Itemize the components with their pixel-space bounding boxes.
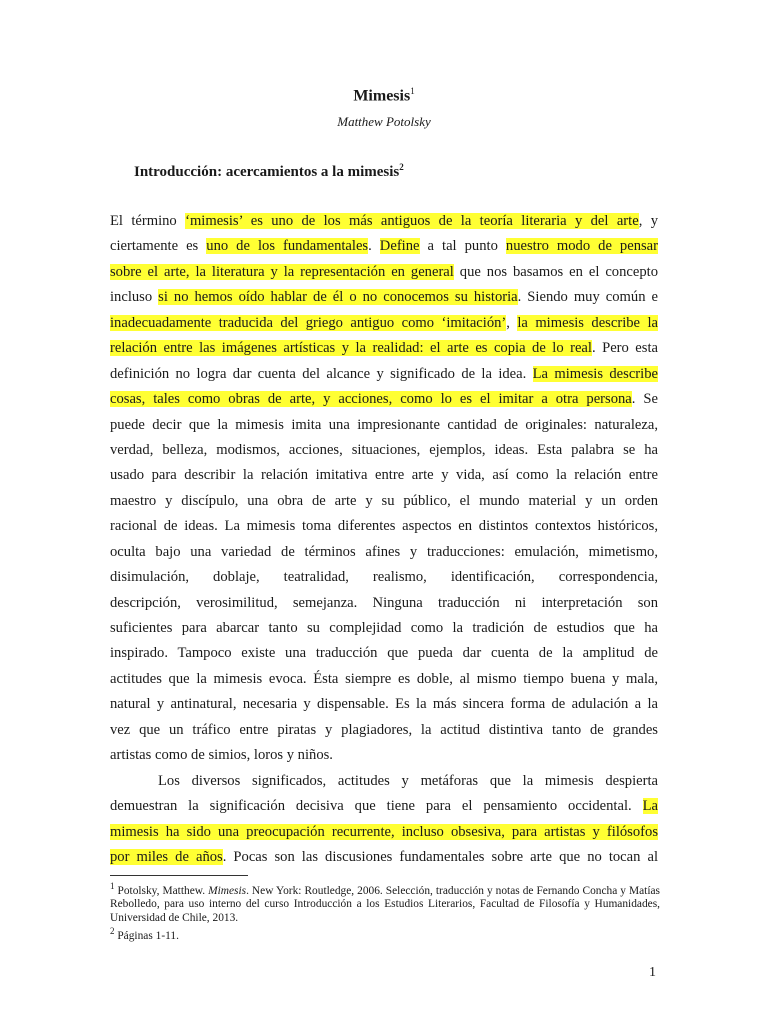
document-title	[0, 86, 768, 105]
body-text	[110, 209, 658, 870]
text-line	[110, 616, 658, 641]
text-run: incluso	[110, 289, 159, 306]
footnote-divider	[110, 875, 248, 876]
text-run: a tal punto	[419, 238, 506, 255]
text-line	[110, 845, 658, 870]
paragraph	[110, 769, 658, 871]
text-line	[110, 641, 658, 666]
highlighted-text: por miles de años	[110, 848, 223, 865]
text-line	[110, 540, 658, 565]
text-run: . Pero esta	[591, 340, 658, 357]
text-run: suficientes para abarcar tanto su complejidad como la tradición de estudios que ha	[110, 620, 658, 636]
section-heading	[134, 162, 404, 181]
text-line	[110, 692, 658, 717]
text-line	[110, 565, 658, 590]
text-line	[110, 489, 658, 514]
highlighted-text: la mimesis describe la	[517, 314, 658, 331]
text-line	[110, 667, 658, 692]
title-footnote-ref[interactable]: 1	[410, 86, 415, 96]
highlighted-text: Define	[379, 238, 420, 255]
text-line	[110, 260, 658, 285]
text-run: maestro y discípulo, una obra de arte y su público, el mundo material y un orden	[110, 492, 658, 509]
text-run: demuestran la significación decisiva que tiene para el pensamiento occidental.	[110, 798, 643, 815]
text-run: que nos basamos en el concepto	[453, 263, 658, 280]
text-run: El término	[110, 213, 186, 229]
section-footnote-ref[interactable]: 2	[399, 162, 404, 172]
text-run: .	[368, 238, 380, 255]
text-line	[110, 769, 658, 794]
footnote	[110, 880, 660, 925]
footnote-text: Páginas 1-11.	[114, 929, 179, 942]
text-line	[110, 794, 658, 819]
footnote-text: . New York: Routledge, 2006. Selección, traducción y notas de Fernando Concha y Matías Rebolledo, para uso interno del curso Introducción a los Estudios Literarios, Facultad de Filosofía y Humanidades, Universidad de Chile, 2013.	[110, 884, 660, 924]
text-line	[110, 591, 658, 616]
text-line	[110, 743, 658, 768]
text-run: , y	[638, 213, 659, 229]
text-line	[110, 387, 658, 412]
text-run: verdad, belleza, modismos, acciones, situaciones, ejemplos, ideas. Esta palabra se ha	[110, 441, 658, 458]
section-heading-text: Introducción: acercamientos a la mimesis	[134, 164, 400, 180]
highlighted-text: mimesis ha sido una preocupación recurrente, incluso obsesiva, para artistas y filósofos	[110, 823, 658, 840]
highlighted-text: La mimesis describe	[532, 365, 658, 382]
title-text: Mimesis	[353, 87, 411, 105]
text-run: racional de ideas. La mimesis toma diferentes aspectos en distintos contextos históricos,	[110, 518, 658, 535]
footnote-mark: 1	[110, 881, 115, 891]
text-run: ciertamente es	[110, 238, 207, 255]
text-run: Los diversos significados, actitudes y metáforas que la mimesis despierta	[158, 772, 658, 789]
text-line	[110, 234, 658, 259]
footnotes	[110, 880, 660, 943]
text-run: . Se	[631, 391, 658, 408]
highlighted-text: si no hemos oído hablar de él o no conocemos su historia	[158, 289, 518, 306]
highlighted-text: relación entre las imágenes artísticas y la realidad: el arte es copia de lo real	[110, 340, 592, 357]
text-line	[110, 209, 658, 234]
text-run: natural y antinatural, necesaria y dispensable. Es la más sincera forma de adulación a la	[110, 696, 658, 713]
book-title: Mimesis	[208, 884, 247, 897]
text-line	[110, 311, 658, 336]
text-run: oculta bajo una variedad de términos afines y traducciones: emulación, mimetismo,	[110, 543, 658, 560]
text-run: disimulación, doblaje, teatralidad, realismo, identificación, correspondencia,	[110, 569, 658, 586]
text-run: definición no logra dar cuenta del alcance y significado de la idea.	[110, 365, 533, 382]
text-line	[110, 820, 658, 845]
highlighted-text: nuestro modo de pensar	[505, 238, 659, 255]
text-run: usado para describir la relación imitativa entre arte y vida, así como la relación entre	[110, 467, 658, 484]
highlighted-text: ‘mimesis’ es uno de los más antiguos de la teoría literaria y del arte	[185, 213, 639, 229]
text-run: . Pocas son las discusiones fundamentales sobre arte que no tocan al	[222, 848, 658, 865]
text-line	[110, 362, 658, 387]
text-line	[110, 285, 658, 310]
text-run: inspirado. Tampoco existe una traducción que pueda dar cuenta de la amplitud de	[110, 645, 658, 662]
text-line	[110, 463, 658, 488]
text-line	[110, 336, 658, 361]
text-run: descripción, verosimilitud, semejanza. Ninguna traducción ni interpretación son	[110, 594, 658, 611]
highlighted-text: sobre el arte, la literatura y la representación en general	[110, 263, 454, 280]
highlighted-text: La	[642, 798, 658, 815]
paragraph	[110, 209, 658, 769]
footnote-mark: 2	[110, 926, 115, 937]
highlighted-text: cosas, tales como obras de arte, y acciones, como lo es el imitar a otra persona	[110, 391, 632, 408]
text-line	[110, 413, 658, 438]
text-run: ,	[506, 314, 518, 331]
text-run: artistas como de simios, loros y niños.	[110, 747, 333, 764]
footnote	[110, 925, 660, 943]
highlighted-text: uno de los fundamentales	[206, 238, 369, 255]
footnote-text: Potolsky, Matthew.	[114, 884, 209, 897]
author-name: Matthew Potolsky	[337, 114, 431, 129]
text-line	[110, 514, 658, 539]
text-line	[110, 438, 658, 463]
text-line	[110, 718, 658, 743]
text-run: vez que un tráfico entre piratas y plagiadores, la actitud distintiva tanto de grandes	[110, 721, 658, 738]
page-number: 1	[649, 965, 656, 980]
text-run: puede decir que la mimesis imita una impresionante cantidad de originales: naturaleza,	[110, 416, 658, 433]
text-run: actitudes que la mimesis evoca. Ésta siempre es doble, al mismo tiempo buena y mala,	[110, 670, 658, 687]
highlighted-text: inadecuadamente traducida del griego antiguo como ‘imitación’	[110, 314, 507, 331]
text-run: . Siendo muy común e	[517, 289, 658, 306]
